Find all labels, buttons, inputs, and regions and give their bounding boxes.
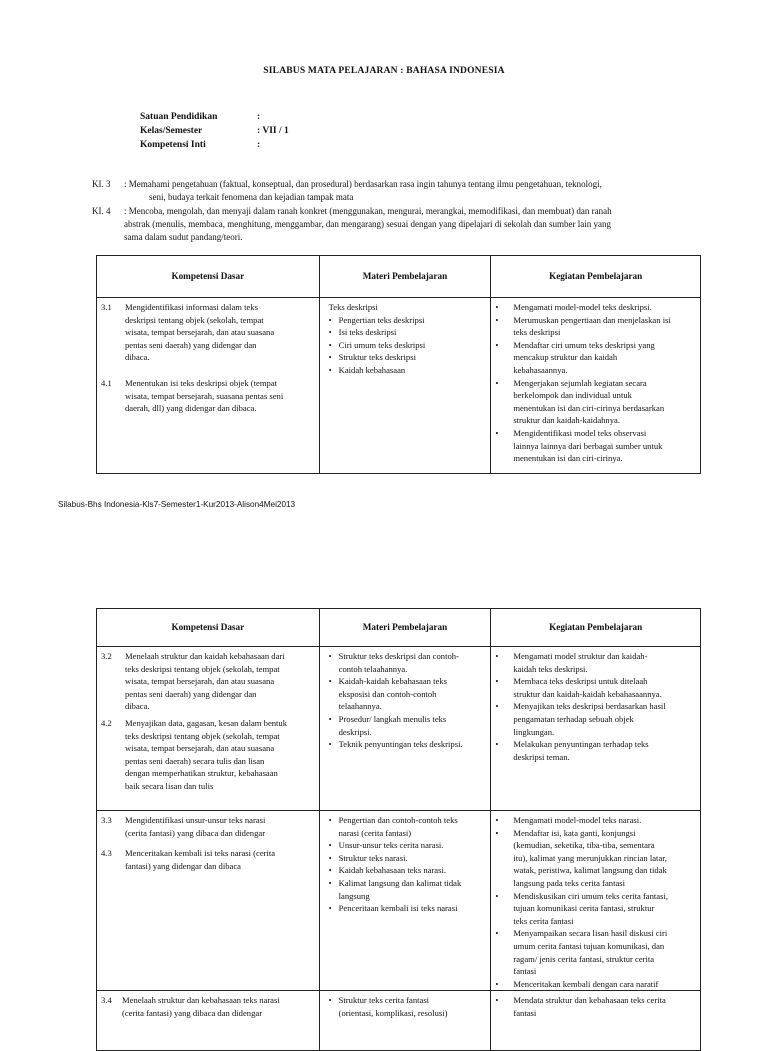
materi-list [329,314,487,377]
kd-item [101,717,315,793]
list-item: • Menyajikan teks deskripsi berdasarkan hasil pengamatan terhadap sebuah objek lingkungan. [495,700,696,738]
materi-cell [319,647,491,811]
kd-cell [97,647,320,811]
ki-number: KI. 4 [92,206,111,216]
kd-line: daerah, dll) yang didengar dan dibaca. [125,403,257,414]
kd-line: Menyajikan data, gagasan, kesan dalam bentuk [125,717,288,728]
kd-item [101,814,315,839]
list-item-text: langsung pada teks cerita fantasi [513,877,626,888]
meta-label: Satuan Pendidikan [140,112,218,122]
list-item-text: Menceritakan kembali dengan cara naratif [513,978,659,989]
list-item: • Mengerjakan sejumlah kegiatan secara berkelompok dan individual untuk menentukan isi dan ciri-cirinya berdasarkan struktur dan kaidah-kaidahnya. [495,377,696,427]
list-item-text: (orientasi, komplikasi, resolusi) [338,1007,448,1018]
ki-text: sama dalam sudut pandang/teori. [124,232,243,242]
list-item: • Menceritakan kembali dengan cara naratif [495,978,696,991]
kd-cell [97,298,320,474]
list-item-text: fantasi [513,966,537,977]
list-item-text: mencakup struktur dan kaidah [513,352,618,363]
kd-line: (cerita fantasi) yang dibaca dan didengar [122,1007,263,1018]
kd-line: Mengidentifikasi informasi dalam teks [125,302,258,312]
list-item-text: Struktur teks narasi. [338,852,408,863]
list-item-text: kebahasaannya. [513,364,568,375]
kd-item [101,847,315,872]
list-item-text: Menyajikan teks deskripsi berdasarkan hasil [513,701,666,712]
list-item-text: umum cerita fantasi tujuan komunikasi, dan [513,940,665,951]
list-item: • Mengamati model-model teks deskripsi. [495,301,696,314]
kegiatan-list [495,301,696,465]
list-item: • Pengertian teks deskripsi [328,314,425,325]
list-item-text: kaidah teks deskripsi. [513,663,588,674]
list-item: • Kaidah kebahasaan teks narasi. [329,864,487,877]
list-item: • Struktur teks cerita fantasi (orientasi, komplikasi, resolusi) [329,994,487,1019]
list-item-text: struktur dan kaidah-kaidahnya. [513,415,620,426]
column-header-kegiatan: Kegiatan Pembelajaran [491,256,701,298]
kd-line: Menelaah struktur dan kaidah kebahasaan dari [125,651,285,661]
list-item-text: (kemudian, seketika, tiba-tiba, sementara [513,840,655,851]
list-item-text: Unsur-unsur teks cerita narasi. [338,840,444,851]
list-item: • Kaidah kebahasaan [328,364,406,375]
list-item-text: teks deskripsi [513,327,561,338]
kegiatan-list [495,994,696,1019]
list-item-text: Struktur teks deskripsi dan contoh- [338,651,459,661]
list-item-text: telaahannya. [338,701,382,712]
kd-line: wisata, tempat bersejarah, suasana pentas seni [125,390,284,401]
kd-line: Menelaah struktur dan kebahasaan teks narasi [122,995,280,1006]
meta-value: : [257,140,261,150]
list-item-text: tujuan komunikasi cerita fantasi, struktur [513,903,655,914]
kd-line: wisata, tempat bersejarah, dan atau suasana [125,676,275,687]
kegiatan-cell [491,298,701,474]
list-item: • Kaidah-kaidah kebahasaan teks eksposisi dan contoh-contoh telaahannya. [329,675,487,713]
list-item-text: lingkungan. [513,726,555,737]
document-title: SILABUS MATA PELAJARAN : BAHASA INDONESIA [263,66,505,76]
meta-value: : VII / 1 [257,126,289,136]
kd-line: baik secara lisan dan tulis [125,780,214,791]
kd-line: pentas seni daerah) yang didengar dan [125,688,257,699]
list-item-text: berkelompok dan individual untuk [513,390,632,401]
list-item-text: Membaca teks deskripsi untuk ditelaah [513,676,648,687]
kd-line: teks deskripsi tentang objek (sekolah, tempat [125,730,280,741]
table-row [97,811,701,991]
list-item-text: Penceritaan kembali isi teks narasi [338,903,458,914]
list-item: • Membaca teks deskripsi untuk ditelaah struktur dan kaidah-kaidah kebahasaannya. [495,675,696,700]
list-item-text: fantasi [513,1007,537,1018]
materi-cell [319,991,491,1051]
kd-line: (cerita fantasi) yang dibaca dan didengar [125,827,266,838]
table-header-row [97,256,701,298]
list-item-text: lainnya lainnya dari berbagai sumber untuk [513,440,663,451]
kd-line: Menceritakan kembali isi teks narasi (cerita [125,848,276,859]
list-item-text: Struktur teks cerita fantasi [338,995,430,1006]
list-item: • Struktur teks narasi. [329,852,487,865]
list-item-text: teks cerita fantasi [513,915,574,926]
materi-list [329,994,487,1019]
list-item-text: Prosedur/ langkah menulis teks [338,713,447,724]
materi-list [329,814,487,915]
ki-text: abstrak (menulis, membaca, menghitung, menggambar, dan mengarang) sesuai dengan yang dipelajari di sekolah dan sumber lain yang [124,219,611,229]
list-item-text: Kalimat langsung dan kalimat tidak [338,877,462,888]
list-item: • Kalimat langsung dan kalimat tidak langsung [329,877,487,902]
kd-line: deskripsi tentang objek (sekolah, tempat [125,314,264,325]
list-item-text: Kaidah kebahasaan [338,364,406,375]
meta-kelas-semester [140,126,289,136]
list-item-text: Mendaftar ciri umum teks deskripsi yang [513,339,655,350]
list-item: • Ciri umum teks deskripsi [328,339,426,350]
table-row [97,298,701,474]
list-item: • Mengamati model-model teks narasi. [495,814,696,827]
list-item-text: Melakukan penyuntingan terhadap teks [513,739,649,750]
kd-line: fantasi) yang didengar dan dibaca [125,860,241,871]
kd-line: Menentukan isi teks deskripsi objek (tempat [125,377,278,388]
list-item-text: narasi (cerita fantasi) [338,827,412,838]
kd-item [101,650,315,713]
kd-line: pentas seni daerah) secara tulis dan lisan [125,755,265,766]
list-item-text: Ciri umum teks deskripsi [338,339,426,350]
ki-text: seni, budaya terkait fenomena dan kejadian tampak mata [149,192,354,202]
list-item-text: langsung [338,890,370,901]
materi-cell [319,298,491,474]
column-header-kd: Kompetensi Dasar [97,256,320,298]
list-item: • Teknik penyuntingan teks deskripsi. [329,738,487,751]
kd-item [101,994,315,1019]
list-item-text: Pengertian dan contoh-contoh teks [338,815,458,825]
kd-cell [97,991,320,1051]
list-item-text: Mendiskusikan ciri umum teks cerita fantasi, [513,890,668,901]
list-item-text: Merumuskan pengertiaan dan menjelaskan isi [513,314,671,325]
list-item-text: pengamatan terhadap sebuah objek [513,713,634,724]
list-item: • Prosedur/ langkah menulis teks deskripsi. [329,713,487,738]
list-item-text: watak, peristiwa, kalimat langsung dan tidak [513,865,667,876]
list-item-text: Mengamati model-model teks narasi. [513,815,642,825]
table-row [97,991,701,1051]
materi-heading: Teks deskripsi [328,302,378,312]
list-item-text: Mengerjakan sejumlah kegiatan secara [513,377,647,388]
kegiatan-list [495,814,696,990]
kd-line: teks deskripsi tentang objek (sekolah, tempat [125,663,280,674]
kd-number: 4.1 [101,377,112,388]
list-item: • Unsur-unsur teks cerita narasi. [329,839,487,852]
kd-number: 3.4 [101,995,112,1006]
list-item: • Menyampaikan secara lisan hasil diskusi ciri umum cerita fantasi tujuan komunikasi, dan ragam/ jenis cerita fantasi, struktur cerita fantasi [495,927,696,977]
list-item-text: Menyampaikan secara lisan hasil diskusi ciri [513,928,668,939]
ki-3-block [92,178,692,204]
kd-line: dibaca. [125,352,150,363]
kd-number: 3.2 [101,651,112,661]
list-item: • Merumuskan pengertiaan dan menjelaskan isi teks deskripsi [495,314,696,339]
list-item: • Mengamati model struktur dan kaidah- kaidah teks deskripsi. [495,650,696,675]
meta-kompetensi-inti [140,140,260,150]
list-item-text: menentukan isi dan ciri-cirinya berdasarkan [513,402,665,413]
kd-line: dengan memperhatikan struktur, kebahasaan [125,768,278,779]
meta-label: Kelas/Semester [140,126,203,136]
materi-list [329,650,487,751]
list-item-text: ragam/ jenis cerita fantasi, struktur cerita [513,953,655,964]
list-item-text: Struktur teks deskripsi [338,352,416,363]
list-item-text: deskripsi teman. [513,751,570,762]
list-item-text: struktur dan kaidah-kaidah kebahasaannya. [513,688,662,699]
list-item-text: Mendata struktur dan kebahasaan teks cerita [513,995,666,1006]
list-item-text: Isi teks deskripsi [338,327,397,338]
list-item-text: contoh telaahannya. [338,663,408,674]
ki-text: : Mencoba, mengolah, dan menyaji dalam ranah konkret (menggunakan, mengurai, merangkai, memodifikasi, dan membuat) dan ranah [124,206,612,216]
kd-number: 4.3 [101,848,112,859]
kd-number: 3.3 [101,815,112,825]
syllabus-table-2 [96,608,701,1051]
list-item-text: Mengamati model-model teks deskripsi. [513,302,652,312]
column-header-kd: Kompetensi Dasar [97,609,320,647]
list-item: • Melakukan penyuntingan terhadap teks deskripsi teman. [495,738,696,763]
list-item-text: Mengamati model struktur dan kaidah- [513,651,648,661]
table-row [97,647,701,811]
kd-line: wisata, tempat bersejarah, dan atau suasana [125,327,275,338]
list-item: • Mendiskusikan ciri umum teks cerita fantasi, tujuan komunikasi cerita fantasi, struktur teks cerita fantasi [495,890,696,928]
kd-line: Mengidentifikasi unsur-unsur teks narasi [125,815,266,825]
list-item: • Struktur teks deskripsi dan contoh- contoh telaahannya. [329,650,487,675]
column-header-materi: Materi Pembelajaran [319,609,491,647]
list-item: • Mendata struktur dan kebahasaan teks cerita fantasi [495,994,696,1019]
kd-line: dibaca. [125,701,150,712]
meta-label: Kompetensi Inti [140,140,206,150]
kd-cell [97,811,320,991]
kd-item [101,301,315,364]
list-item: • Isi teks deskripsi [328,327,397,338]
list-item: • Mendaftar isi, kata ganti, konjungsi (kemudian, seketika, tiba-tiba, sementara itu), kalimat yang merunjukkan rincian latar, watak, peristiwa, kalimat langsung dan tidak langsung pada teks cerita fantasi [495,827,696,890]
column-header-kegiatan: Kegiatan Pembelajaran [491,609,701,647]
syllabus-table-1 [96,255,701,474]
kd-number: 3.1 [101,302,112,312]
list-item: • Penceritaan kembali isi teks narasi [329,902,487,915]
list-item: • Pengertian dan contoh-contoh teks narasi (cerita fantasi) [329,814,487,839]
list-item-text: itu), kalimat yang merunjukkan rincian latar, [513,852,667,863]
ki-4-block [92,205,692,244]
kd-line: wisata, tempat bersejarah, dan atau suasana [125,743,275,754]
list-item-text: eksposisi dan contoh-contoh [338,688,437,699]
ki-number: KI. 3 [92,179,111,189]
page-footer: Silabus-Bhs Indonesia-Kls7-Semester1-Kur2013-Alison4Mei2013 [58,500,296,509]
column-header-materi: Materi Pembelajaran [319,256,491,298]
list-item-text: Teknik penyuntingan teks deskripsi. [338,739,463,750]
kd-line: pentas seni daerah) yang didengar dan [125,339,257,350]
materi-cell [319,811,491,991]
kegiatan-cell [491,811,701,991]
kegiatan-cell [491,647,701,811]
list-item-text: Mendaftar isi, kata ganti, konjungsi [513,827,636,838]
list-item-text: Mengidentifikasi model teks observasi [513,427,647,438]
kd-item [101,377,315,415]
list-item-text: menentukan isi dan ciri-cirinya. [513,453,623,464]
meta-value: : [257,112,261,122]
ki-text: : Memahami pengetahuan (faktual, konseptual, dan prosedural) berdasarkan rasa ingin tahunya tentang ilmu pengetahuan, teknologi, [124,179,602,189]
kegiatan-list [495,650,696,763]
list-item: • Struktur teks deskripsi [328,352,416,363]
list-item: • Mendaftar ciri umum teks deskripsi yang mencakup struktur dan kaidah kebahasaannya. [495,339,696,377]
kd-number: 4.2 [101,717,112,728]
list-item-text: Kaidah-kaidah kebahasaan teks [338,676,447,687]
list-item: • Mengidentifikasi model teks observasi lainnya lainnya dari berbagai sumber untuk menentukan isi dan ciri-cirinya. [495,427,696,465]
table-header-row [97,609,701,647]
list-item-text: deskripsi. [338,726,372,737]
list-item-text: Pengertian teks deskripsi [338,314,425,325]
list-item-text: Kaidah kebahasaan teks narasi. [338,865,447,876]
kegiatan-cell [491,991,701,1051]
meta-satuan-pendidikan [140,112,260,122]
